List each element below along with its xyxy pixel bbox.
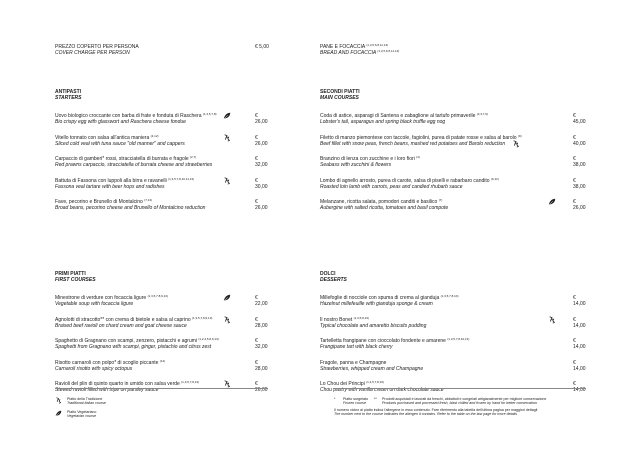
- item-price: € 32,00: [255, 338, 268, 350]
- menu-item: [320, 155, 586, 178]
- item-name-it: Fragole, panna e Champagne: [320, 359, 387, 366]
- tradition-icon: [223, 134, 231, 142]
- legend-veg-en: Vegetarian course: [67, 414, 97, 419]
- vegetarian-leaf-icon: [223, 294, 231, 302]
- vegetarian-leaf-icon: [55, 410, 62, 417]
- allergen-note-en: The number next to the course indicates the allergen it contains. Refer to the table on the last page for more details: [334, 412, 517, 417]
- allergen-note-it: Il numero vicino al piatto indica l'allergene in esso contenuto. Fare riferimento alla tabella dell'ultima pagina per maggiori dettagli: [334, 408, 538, 412]
- frozen-en: Frozen course: [343, 401, 366, 406]
- legend-vegetarian: [55, 410, 96, 419]
- section-subtitle: STARTERS: [55, 95, 82, 101]
- item-allergens: (2,7): [190, 155, 197, 159]
- menu-item: [55, 358, 268, 382]
- item-name-it: Spaghetto di Gragnano con scampi, zenzero, pistacchi e agrumi: [55, 338, 198, 344]
- item-price: € 14,00: [573, 338, 586, 350]
- blast-mark: **: [374, 397, 377, 401]
- item-name-it: Ravioli del plin di quinto quarto in umido con salsa verde: [55, 381, 180, 387]
- item-allergens: (1,2,4,5,8,9,13): [198, 337, 219, 341]
- bread-allergens-en: (1,3,5,6,8,11,13): [377, 49, 400, 53]
- item-name-it: Agnolotti di stracotto** con crema di bietole e salsa al caprino: [55, 316, 191, 323]
- item-name-en: Spaghetti from Gragnano with scampi, ginger, pistachio and citrus zest: [55, 344, 212, 350]
- menu-item: [55, 112, 268, 135]
- cover-label-it: PREZZO COPERTO PER PERSONA: [55, 44, 139, 50]
- frozen-it: Piatto surgelato: [343, 397, 368, 401]
- bread-label-it: PANE E FOCACCIA: [320, 44, 365, 50]
- item-name-en: Beef fillet with snow peas, french beans, mashed red potatoes and Barolo reduction: [320, 140, 506, 147]
- item-price: € 26,00: [255, 199, 268, 211]
- item-allergens: (7,13): [144, 198, 153, 202]
- item-price: € 14,00: [573, 359, 586, 372]
- menu-item: [320, 359, 586, 382]
- item-name-en: Hazelnut millefeuille with gianduja sponge & cream: [320, 301, 433, 307]
- bread-allergens: (1,3,5,6,8,11,13): [366, 43, 389, 47]
- menu-item: [55, 176, 268, 200]
- item-allergens: (1,3,5,7,8,13): [181, 380, 200, 384]
- item-name-it: Vitello tonnato con salsa all'antica maniera: [55, 134, 150, 141]
- menu-item: [55, 133, 268, 157]
- item-name-it: Millefoglie di nocciole con spuma di crema al gianduja: [320, 295, 440, 301]
- tradition-icon: [223, 177, 231, 185]
- legend-tradition: [55, 397, 106, 406]
- item-allergens: (1,3,5,7,8,10,11,13): [168, 176, 195, 181]
- divider-right: [333, 388, 586, 389]
- menu-item: [55, 315, 268, 339]
- item-name-en: Seabass with zucchini & flowers: [320, 162, 392, 168]
- item-price: € 38,00: [573, 177, 586, 190]
- item-allergens: (7): [438, 198, 443, 202]
- item-name-en: Roasted loin lamb with carrots, peas and candied rhubarb sauce: [320, 183, 463, 190]
- item-price: € 28,00: [255, 316, 268, 329]
- legend-tradition-it: Piatto della Tradizione: [67, 397, 103, 401]
- item-price: € 32,00: [255, 156, 268, 168]
- item-name-en: Fassona veal tartare with beer hops and radishes: [55, 183, 165, 190]
- item-allergens: (2,3,7,9): [476, 112, 488, 116]
- item-name-it: Risotto carnaroli con polpo* di scoglio piccante: [55, 359, 159, 366]
- item-allergens: (9): [517, 133, 522, 138]
- item-name-en: Lobster's tail, asparagus and spring black truffle egg nog: [320, 119, 446, 125]
- vegetarian-leaf-icon: [223, 112, 231, 120]
- item-price: € 14,00: [573, 295, 586, 307]
- item-name-it: Il nostro Bonet: [320, 316, 353, 323]
- item-name-it: Branzino di lenza con zucchine e i loro fiori: [320, 156, 415, 162]
- cover-charge: [55, 44, 275, 56]
- item-name-en: Broad beans, pecorino cheese and Brunello of Montalcino reduction: [55, 205, 206, 211]
- item-name-it: Melanzane, ricotta salata, pomodori canditi e basilico: [320, 199, 438, 205]
- blast-it: Prodotti acquistati e lavorati da freschi, abbattuti e congelati artigianalmente per migliore conservazione: [382, 397, 547, 401]
- section-title: DOLCI: [320, 271, 336, 277]
- item-name-it: Carpaccio di gamberi* rossi, stracciatella di burrata e fragole: [55, 156, 189, 162]
- tradition-icon: [223, 380, 231, 388]
- item-price: € 22,00: [255, 295, 268, 307]
- item-name-it: Coda di astice, asparagi di Santena e zabaglione al tartufo primaverile: [320, 113, 476, 119]
- item-name-it: Fave, pecorino e Brunello di Montalcino: [55, 199, 143, 205]
- item-name-en: Frangipane tart with black cherry: [320, 344, 393, 350]
- item-allergens: (4): [416, 155, 420, 159]
- tradition-icon: [223, 316, 231, 324]
- item-price: € 14,00: [573, 316, 586, 329]
- item-allergens: (1,3,5,7,8,10): [440, 294, 459, 298]
- menu-item: [320, 337, 586, 360]
- item-name-it: Uovo biologico croccante con barba di frate e fonduta di Raschera: [55, 113, 202, 119]
- item-name-en: Braised beef ravioli on chard cream and goat cheese sauce: [55, 322, 187, 329]
- item-name-it: Minestrone di verdure con focaccia ligure: [55, 295, 147, 301]
- menu-item: [55, 294, 268, 317]
- item-name-en: Chou pastry with vanilla cream on dark chocolate sauce: [320, 387, 444, 393]
- item-price: € 28,00: [255, 359, 268, 372]
- item-allergens: (1,3,5,7,8,9,13): [147, 294, 168, 298]
- item-name-it: Tartelletta frangipane con cioccolato fondente e amarene: [320, 338, 446, 344]
- cover-label-en: COVER CHARGE PER PERSON: [55, 50, 130, 56]
- item-name-en: Aubergine with salted ricotta, tomatoes and basil compote: [320, 205, 449, 211]
- item-price: € 38,00: [573, 156, 586, 168]
- blast-en: Products purchased and processed fresh, blast chilled and frozen by hand for better conservation: [382, 401, 537, 406]
- section-subtitle: MAIN COURSES: [320, 95, 359, 101]
- item-price: € 26,00: [255, 134, 268, 147]
- tradition-icon: [512, 140, 520, 148]
- item-price: € 26,00: [573, 199, 586, 211]
- section-antipasti: [55, 89, 268, 221]
- frozen-mark: *: [334, 397, 336, 401]
- menu-item: [320, 112, 586, 135]
- divider-left: [55, 388, 268, 389]
- item-name-it: Lombo di agnello arrosto, purea di carote, salsa di piselli e rabarbaro candito: [320, 177, 490, 184]
- item-name-en: Vegetable soup with focaccia ligure: [55, 301, 134, 307]
- tradition-icon: [548, 316, 556, 324]
- item-allergens: (1,3,5,7,8,10,13): [447, 337, 470, 341]
- legend-veg-it: Piatto Vegetariano: [67, 410, 97, 414]
- menu-item: [320, 176, 586, 200]
- item-name-en: Strawberries, whipped cream and Champagne: [320, 365, 424, 372]
- item-price: € 45,00: [573, 113, 586, 125]
- item-price: € 40,00: [573, 134, 586, 147]
- legend-notes: [334, 397, 624, 417]
- section-secondi: [320, 89, 586, 221]
- vegetarian-leaf-icon: [548, 198, 556, 206]
- bread-label-en: BREAD AND FOCACCIA: [320, 50, 377, 56]
- section-title: SECONDI PIATTI: [320, 89, 360, 95]
- item-name-en: Stewed ravioli filled with tripe on parsley sauce: [55, 387, 159, 393]
- section-title: PRIMI PIATTI: [55, 271, 86, 277]
- item-allergens: (1,3,5,7,8,9,13): [192, 315, 213, 320]
- item-allergens: (4,12): [150, 133, 159, 138]
- item-name-it: Filetto di manzo piemontese con taccole, fagiolini, purea di patate rosse e salsa al barolo: [320, 134, 517, 141]
- section-subtitle: FIRST COURSES: [55, 277, 96, 283]
- item-name-it: Battuta di Fassona con luppoli alla birra e ravanelli: [55, 177, 167, 184]
- menu-item: [55, 337, 268, 360]
- item-name-it: Lo Chou dei Principi: [320, 381, 365, 387]
- item-name-en: Carnaroli risotto with spicy octopus: [55, 365, 133, 372]
- item-allergens: (1,3,5,7,8): [202, 112, 217, 116]
- tradition-icon: [55, 397, 62, 404]
- item-price: € 14,00: [573, 381, 586, 393]
- item-allergens: (1,3,5,8,10): [353, 315, 369, 320]
- item-allergens: (14): [159, 358, 166, 363]
- menu-item: [320, 133, 586, 157]
- item-name-en: Bio crispy egg with glasswort and Raschera cheese fondue: [55, 119, 186, 125]
- menu-item: [55, 155, 268, 178]
- item-allergens: (9,12): [490, 176, 499, 181]
- item-price: € 26,00: [255, 113, 268, 125]
- menu-item: [320, 198, 586, 221]
- bread: [320, 44, 590, 56]
- legend-tradition-en: Traditional Italian course: [67, 401, 106, 406]
- menu-item: [55, 198, 268, 221]
- item-name-en: Sliced cold veal with tuna sauce "old manner" and cappers: [55, 140, 185, 147]
- item-price: € 30,00: [255, 177, 268, 190]
- item-name-en: Red prawns carpaccio, stracciatella of burrata cheese and strawberries: [55, 162, 213, 168]
- section-title: ANTIPASTI: [55, 89, 82, 95]
- item-name-en: Typical chocolate and amaretto biscuits pudding: [320, 322, 427, 329]
- item-price: € 26,00: [255, 381, 268, 393]
- section-subtitle: DESSERTS: [320, 277, 347, 283]
- menu-item: [320, 294, 586, 317]
- cover-price: € 5,00: [255, 44, 269, 50]
- item-allergens: (1,3,5,7,8,10): [366, 380, 384, 384]
